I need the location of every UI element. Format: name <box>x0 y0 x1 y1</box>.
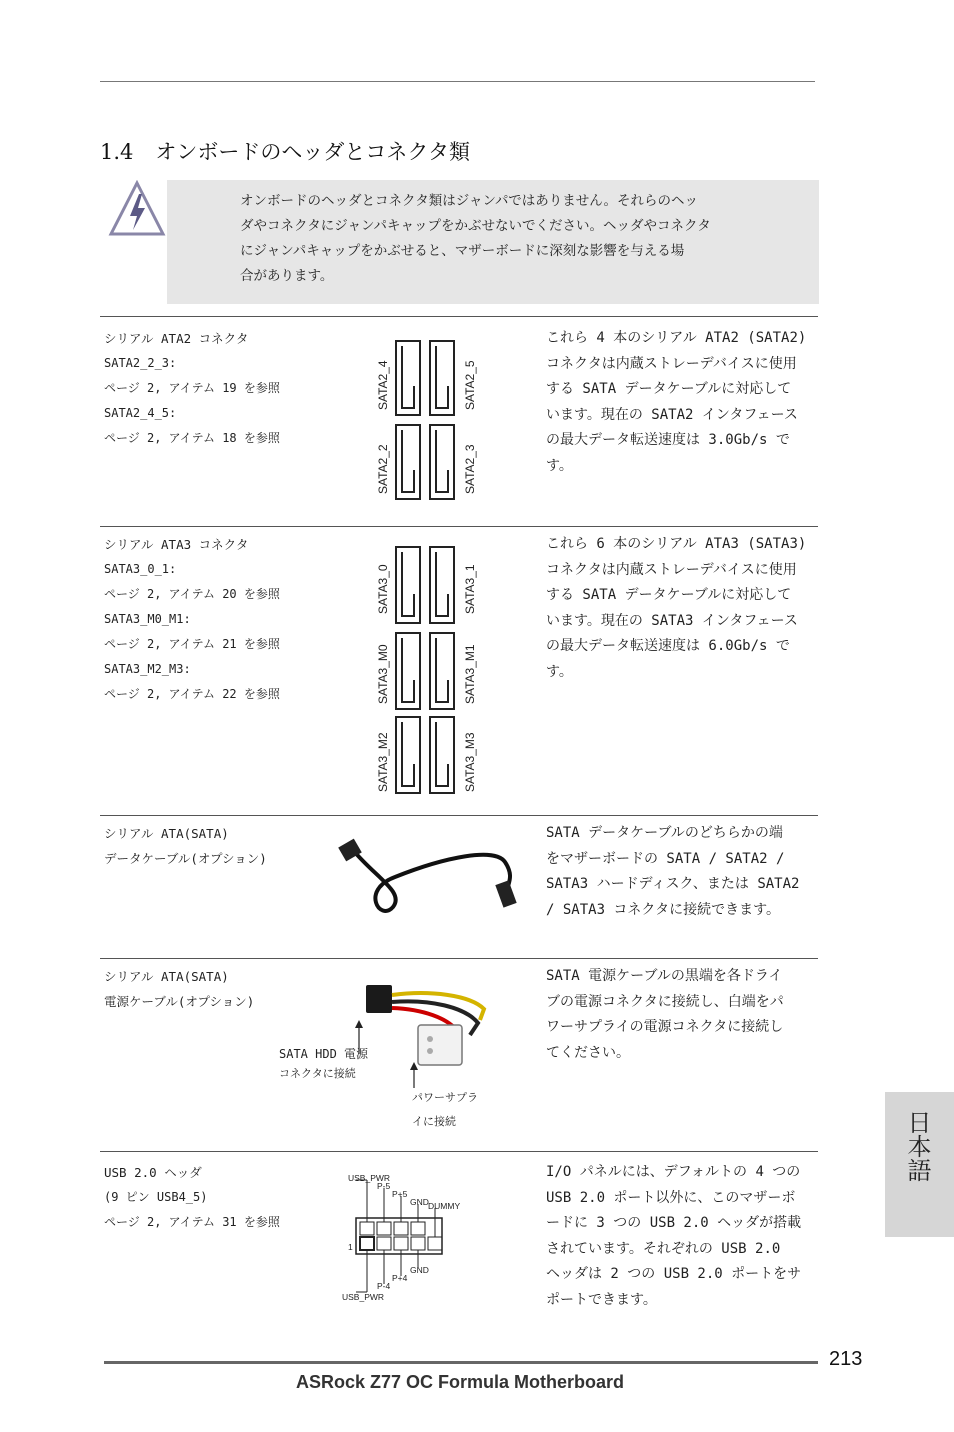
desc-line: SATA3 ハードディスク、または SATA2 <box>546 876 800 892</box>
sata-label: SATA3_1 <box>463 564 477 614</box>
pin-label: USB_PWR <box>342 1292 385 1302</box>
sata2-description <box>546 326 818 479</box>
sata2-item: SATA2_2_3: <box>104 356 177 370</box>
desc-line: コネクタは内蔵ストレーデバイスに使用 <box>546 355 797 372</box>
pin-label: P-5 <box>377 1181 391 1191</box>
pin-label: DUMMY <box>428 1201 461 1211</box>
sata-cable-description <box>546 821 818 923</box>
sata3-item: SATA3_0_1: <box>104 562 177 576</box>
warning-line: 合があります。 <box>240 268 334 284</box>
cable-subtitle: データケーブル(オプション) <box>104 851 267 866</box>
desc-line: する SATA データケーブルに対応して <box>546 587 792 603</box>
label-line: イに接続 <box>412 1115 456 1128</box>
sata-cable-info <box>104 821 267 871</box>
desc-line: ブの電源コネクタに接続し、白端をパ <box>546 993 784 1010</box>
sata2-title: シリアル ATA2 コネクタ <box>104 331 249 346</box>
desc-line: I/O パネルには、デフォルトの 4 つの <box>546 1164 801 1180</box>
desc-line: / SATA3 コネクタに接続できます。 <box>546 901 781 918</box>
top-rule <box>100 81 815 82</box>
usb-title: USB 2.0 ヘッダ <box>104 1165 202 1180</box>
sata-label: SATA3_M2 <box>376 732 390 792</box>
usb-subtitle: (9 ピン USB4_5) <box>104 1190 208 1204</box>
sata3-item: SATA3_M2_M3: <box>104 662 191 676</box>
section-divider <box>100 815 818 816</box>
pin-label: 1 <box>348 1242 353 1252</box>
footer-title: ASRock Z77 OC Formula Motherboard <box>296 1372 625 1392</box>
desc-line: ワーサプライの電源コネクタに接続し <box>546 1019 784 1035</box>
cable-subtitle: 電源ケーブル(オプション) <box>104 994 255 1009</box>
sata-label: SATA3_M0 <box>376 644 390 704</box>
sata-connector <box>396 547 454 793</box>
desc-line: います。現在の SATA3 インタフェース <box>546 612 798 629</box>
usb-ref: ページ 2, アイテム 31 を参照 <box>104 1215 280 1229</box>
desc-line: ポートできます。 <box>546 1291 657 1308</box>
arrow-up-icon <box>354 1020 364 1054</box>
sata3-connector-diagram <box>392 544 462 794</box>
sata-label: SATA2_4 <box>376 360 390 410</box>
sata-label: SATA2_2 <box>376 444 390 494</box>
pin-label: GND <box>410 1265 429 1275</box>
desc-line: います。現在の SATA2 インタフェース <box>546 406 798 423</box>
pin-label: P+4 <box>392 1273 408 1283</box>
desc-line: USB 2.0 ポート以外に、このマザーボ <box>546 1189 796 1206</box>
desc-line: の最大データ転送速度は 3.0Gb/s で <box>546 432 790 448</box>
arrow-up-icon <box>409 1062 419 1088</box>
section-divider <box>100 526 818 527</box>
sata-label: SATA3_0 <box>376 564 390 614</box>
desc-line: をマザーボードの SATA / SATA2 / <box>546 850 785 867</box>
footer-rule <box>104 1361 818 1364</box>
sata2-ref: ページ 2, アイテム 18 を参照 <box>104 431 280 445</box>
sata-label: SATA3_M3 <box>463 732 477 792</box>
desc-line: されています。それぞれの USB 2.0 <box>546 1240 781 1257</box>
section-heading: オンボードのヘッダとコネクタ類 <box>155 140 470 164</box>
psu-connector-label <box>412 1086 478 1134</box>
sata-power-cable-image <box>360 975 495 1075</box>
power-cable-info <box>104 964 254 1014</box>
language-tab-label: 日本語 <box>903 1110 931 1182</box>
sata-connector <box>396 341 454 499</box>
desc-line: する SATA データケーブルに対応して <box>546 381 792 397</box>
desc-line: てください。 <box>546 1044 630 1061</box>
pin-label: P-4 <box>377 1281 391 1291</box>
sata3-ref: ページ 2, アイテム 20 を参照 <box>104 587 280 601</box>
warning-line: オンボードのヘッダとコネクタ類はジャンパではありません。それらのヘッ <box>240 193 699 209</box>
sata2-item: SATA2_4_5: <box>104 406 177 420</box>
section-number: 1.4 <box>100 140 134 164</box>
sata2-info <box>104 326 280 451</box>
sata-label: SATA2_5 <box>463 360 477 410</box>
section-title <box>100 136 470 166</box>
desc-line: SATA データケーブルのどちらかの端 <box>546 825 783 841</box>
power-cable-description <box>546 964 818 1066</box>
label-line: パワーサプラ <box>412 1091 478 1104</box>
pin-label: GND <box>410 1197 429 1207</box>
section-divider <box>100 1151 818 1152</box>
section-divider <box>100 958 818 959</box>
pin-label: P+5 <box>392 1189 408 1199</box>
cable-title: シリアル ATA(SATA) <box>104 969 229 984</box>
warning-text <box>240 189 760 289</box>
cable-title: シリアル ATA(SATA) <box>104 826 229 841</box>
desc-line: これら 6 本のシリアル ATA3 (SATA3) <box>546 536 807 552</box>
desc-line: SATA 電源ケーブルの黒端を各ドライ <box>546 968 783 984</box>
section-divider <box>100 316 818 317</box>
sata3-ref: ページ 2, アイテム 21 を参照 <box>104 637 280 651</box>
desc-line: す。 <box>546 663 573 680</box>
desc-line: す。 <box>546 457 573 474</box>
sata-label: SATA2_3 <box>463 444 477 494</box>
label-line: SATA HDD 電源 <box>279 1047 369 1061</box>
desc-line: これら 4 本のシリアル ATA2 (SATA2) <box>546 330 807 346</box>
desc-line: ードに 3 つの USB 2.0 ヘッダが搭載 <box>546 1215 802 1231</box>
sata2-connector-diagram <box>392 338 462 502</box>
page-number: 213 <box>829 1348 863 1370</box>
sata3-ref: ページ 2, アイテム 22 を参照 <box>104 687 280 701</box>
warning-line: ダやコネクタにジャンパキャップをかぶせないでください。ヘッダやコネクタ <box>240 218 711 234</box>
usb-header-info <box>104 1160 280 1235</box>
desc-line: コネクタは内蔵ストレーデバイスに使用 <box>546 561 797 578</box>
sata3-description <box>546 532 818 685</box>
desc-line: の最大データ転送速度は 6.0Gb/s で <box>546 638 790 654</box>
sata3-info <box>104 532 280 707</box>
sata3-title: シリアル ATA3 コネクタ <box>104 537 249 552</box>
usb-description <box>546 1160 818 1313</box>
pin-label: USB_PWR <box>348 1173 391 1183</box>
warning-icon <box>108 180 166 238</box>
label-line: コネクタに接続 <box>279 1067 356 1080</box>
sata-data-cable-image <box>335 822 525 934</box>
desc-line: ヘッダは 2 つの USB 2.0 ポートをサ <box>546 1266 802 1282</box>
sata-label: SATA3_M1 <box>463 644 477 704</box>
warning-line: にジャンパキャップをかぶせると、マザーボードに深刻な影響を与える場 <box>240 243 685 259</box>
sata2-ref: ページ 2, アイテム 19 を参照 <box>104 381 280 395</box>
sata3-item: SATA3_M0_M1: <box>104 612 191 626</box>
